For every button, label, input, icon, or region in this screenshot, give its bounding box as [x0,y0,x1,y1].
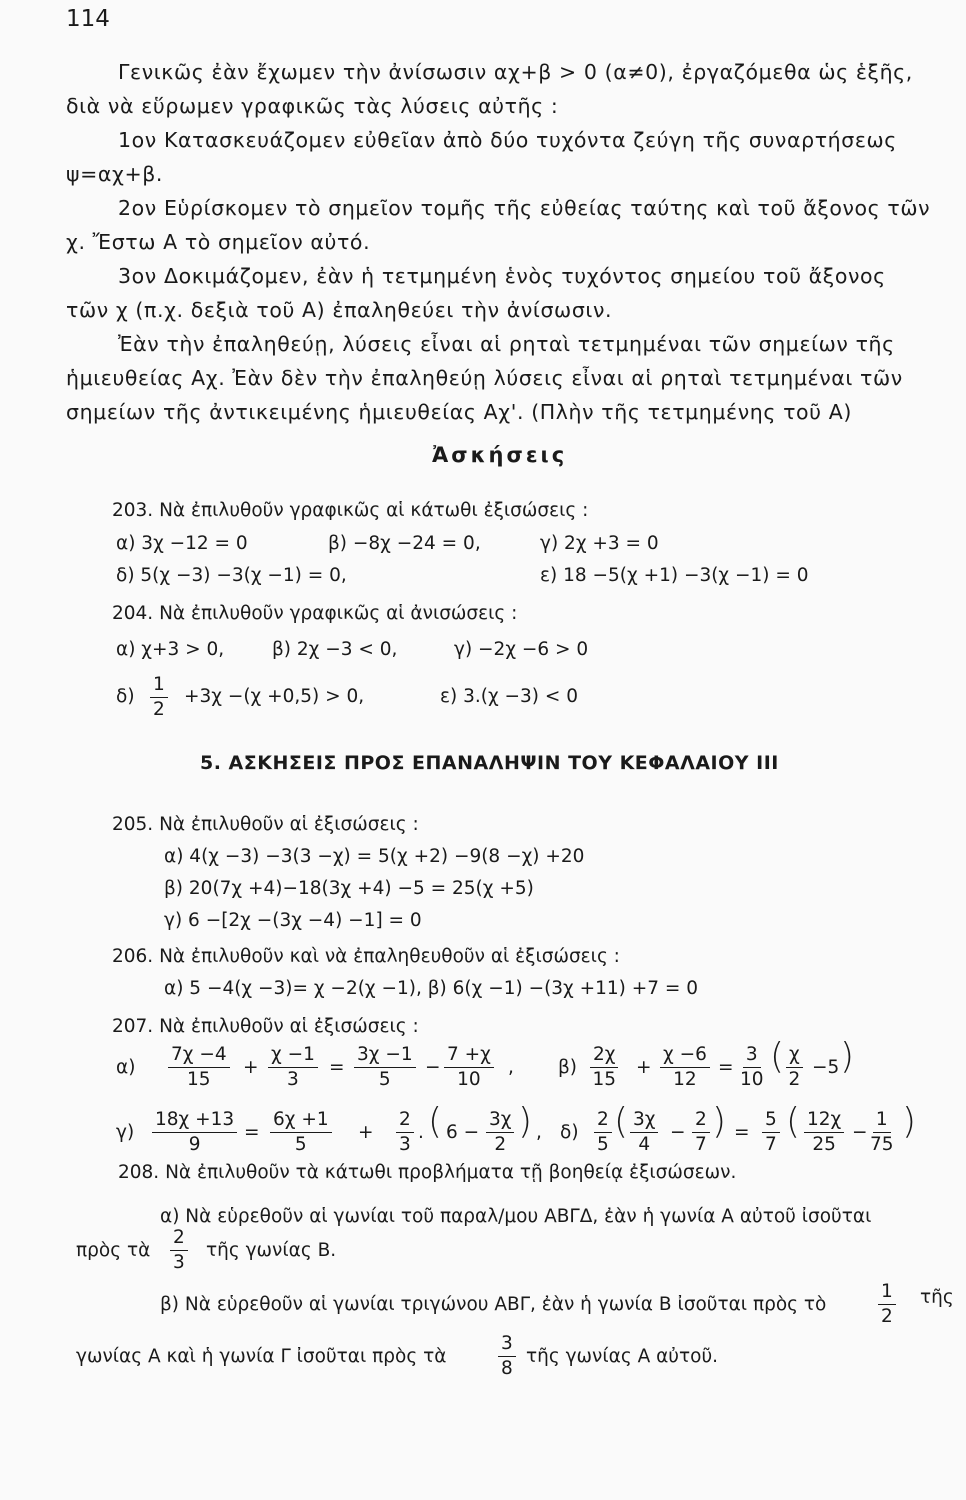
numerator: χ −1 [268,1044,318,1068]
exercise-207-b-frac-1 [590,1044,618,1091]
denominator: 12 [673,1069,697,1090]
exercise-207-c-six: 6 − [446,1122,480,1143]
exercise-205-label: 205. Νὰ ἐπιλυθοῦν αἱ ἐξισώσεις : [112,814,419,835]
exercise-207-d-frac-5 [804,1109,844,1156]
exercise-207-c-label: γ) [116,1122,135,1143]
denominator: 5 [597,1134,609,1155]
exercise-207-c-frac-3 [396,1109,414,1156]
denominator: 4 [638,1134,651,1155]
numerator: 1 [878,1281,896,1305]
intro-line-10: ἡμιευθείας Αχ. Ἐὰν δὲν τὴν ἐπαληθεύῃ λύσεις εἶναι αἱ ρηταὶ τετμημέναι τῶν [66,366,903,390]
exercises-title: Ἀσκήσεις [432,443,568,467]
denominator: 7 [695,1134,707,1155]
exercise-208-b-line2-prefix: γωνίας Α καὶ ἡ γωνία Γ ἰσοῦται πρὸς τὰ [76,1346,447,1367]
denominator: 15 [592,1069,616,1090]
equals-sign: = [718,1057,734,1078]
intro-line-6: χ. Ἔστω Α τὸ σημεῖον αὐτό. [66,230,371,254]
exercise-208-a-prefix: πρὸς τὰ [76,1240,151,1261]
numerator: 1 [150,674,168,698]
minus-sign: − [425,1057,441,1078]
comma: , [508,1057,514,1078]
numerator: 2 [594,1109,612,1133]
left-paren: ( [786,1101,801,1142]
intro-line-2: διὰ νὰ εὕρωμεν γραφικῶς τὰς λύσεις αὐτῆς : [66,94,559,118]
exercise-208-a-fraction [170,1227,188,1274]
exercise-203-a: α) 3χ −12 = 0 [116,533,248,554]
denominator: 3 [173,1252,185,1273]
exercise-206-label: 206. Νὰ ἐπιλυθοῦν καὶ νὰ ἐπαληθευθοῦν αἱ ἐξισώσεις : [112,946,620,967]
left-paren: ( [614,1101,629,1142]
numerator: 18χ +13 [152,1109,237,1133]
denominator: 9 [188,1134,201,1155]
numerator: 3χ [486,1109,514,1133]
numerator: 2 [692,1109,710,1133]
exercise-205-b: β) 20(7χ +4)−18(3χ +4) −5 = 25(χ +5) [164,878,534,899]
numerator: 3 [498,1333,516,1357]
exercise-207-a-frac-1 [168,1044,230,1091]
exercise-207-c-frac-4 [486,1109,514,1156]
exercise-207-b-frac-3 [740,1044,764,1091]
dot: . [418,1122,424,1143]
exercise-207-b-frac-2 [660,1044,710,1091]
exercise-208-a-line1: α) Νὰ εὑρεθοῦν αἱ γωνίαι τοῦ παραλ/μου ΑΒΓΔ, ἐὰν ἡ γωνία Α αὐτοῦ ἰσοῦται [160,1206,872,1227]
denominator: 25 [812,1134,836,1155]
denominator: 5 [378,1069,391,1090]
exercise-204-a: α) χ+3 > 0, [116,639,225,660]
numerator: 2 [170,1227,188,1251]
exercise-207-a-frac-2 [268,1044,318,1091]
exercise-207-c-frac-2 [270,1109,332,1156]
exercise-204-d-label: δ) [116,686,135,707]
numerator: 1 [873,1109,891,1133]
exercise-204-d-rest: +3χ −(χ +0,5) > 0, [184,686,365,707]
intro-line-11: σημείων τῆς ἀντικειμένης ἡμιευθείας Αχ'. (Πλὴν τῆς τετμημένης τοῦ Α) [66,400,852,424]
exercise-208-b-fraction-1 [878,1281,896,1328]
numerator: 5 [762,1109,780,1133]
denominator: 2 [494,1134,507,1155]
numerator: 12χ [804,1109,844,1133]
exercise-207-d-frac-1 [594,1109,612,1156]
right-paren: ) [902,1101,917,1142]
right-paren: ) [840,1036,855,1077]
right-paren: ) [518,1101,533,1142]
exercise-203-e: ε) 18 −5(χ +1) −3(χ −1) = 0 [540,565,809,586]
intro-line-8: τῶν χ (π.χ. δεξιὰ τοῦ Α) ἐπαληθεύει τὴν ἀνίσωσιν. [66,298,613,322]
denominator: 75 [870,1134,894,1155]
exercise-203-label: 203. Νὰ ἐπιλυθοῦν γραφικῶς αἱ κάτωθι ἐξισώσεις : [112,500,589,521]
exercise-203-b: β) −8χ −24 = 0, [328,533,481,554]
right-paren: ) [712,1101,727,1142]
section-heading: 5. ΑΣΚΗΣΕΙΣ ΠΡΟΣ ΕΠΑΝΑΛΗΨΙΝ ΤΟΥ ΚΕΦΑΛΑΙΟΥ III [200,752,779,774]
left-paren: ( [428,1101,443,1142]
exercise-208-b-line1: β) Νὰ εὑρεθοῦν αἱ γωνίαι τριγώνου ΑΒΓ, ἐὰν ἡ γωνία Β ἰσοῦται πρὸς τὸ [160,1294,827,1315]
numerator: 2χ [590,1044,618,1068]
denominator: 2 [788,1069,801,1090]
denominator: 2 [153,699,165,720]
plus-sign: + [636,1057,652,1078]
exercise-204-e: ε) 3.(χ −3) < 0 [440,686,579,707]
numerator: 3 [743,1044,761,1068]
numerator: χ −6 [660,1044,710,1068]
exercise-203-c: γ) 2χ +3 = 0 [540,533,659,554]
exercise-207-d-frac-3 [692,1109,710,1156]
exercise-204-b: β) 2χ −3 < 0, [272,639,398,660]
intro-line-1: Γενικῶς ἐὰν ἔχωμεν τὴν ἀνίσωσιν αχ+β > 0 (α≠0), ἐργαζόμεθα ὡς ἑξῆς, [118,60,913,84]
exercise-207-d-frac-2 [630,1109,658,1156]
equals-sign: = [329,1057,345,1078]
exercise-204-label: 204. Νὰ ἐπιλυθοῦν γραφικῶς αἱ ἀνισώσεις : [112,603,518,624]
exercise-205-c: γ) 6 −[2χ −(3χ −4) −1] = 0 [164,910,422,931]
comma: , [536,1122,542,1143]
exercise-207-a-frac-3 [354,1044,416,1091]
plus-sign: + [243,1057,259,1078]
exercise-208-b-end: τῆς [920,1287,954,1308]
minus-sign: − [670,1122,686,1143]
exercise-208-b-fraction-2 [498,1333,516,1380]
exercise-206-a: α) 5 −4(χ −3)= χ −2(χ −1), β) 6(χ −1) −(3χ +11) +7 = 0 [164,978,699,999]
plus-sign: + [358,1122,374,1143]
numerator: 2 [396,1109,414,1133]
left-paren: ( [770,1036,785,1077]
numerator: 7 +χ [444,1044,494,1068]
denominator: 3 [287,1069,299,1090]
equals-sign: = [734,1122,750,1143]
intro-line-7: 3ον Δοκιμάζομεν, ἐὰν ἡ τετμημένη ἑνὸς τυχόντος σημείου τοῦ ἄξονος [118,264,886,288]
page-number: 114 [66,6,110,32]
exercise-204-c: γ) −2χ −6 > 0 [454,639,589,660]
numerator: 3χ −1 [354,1044,416,1068]
exercise-207-d-frac-6 [870,1109,894,1156]
exercise-203-d: δ) 5(χ −3) −3(χ −1) = 0, [116,565,347,586]
exercise-207-c-frac-1 [152,1109,237,1156]
exercise-207-label: 207. Νὰ ἐπιλυθοῦν αἱ ἐξισώσεις : [112,1016,419,1037]
numerator: 3χ [630,1109,658,1133]
minus-sign: − [852,1122,868,1143]
intro-line-5: 2ον Εὑρίσκομεν τὸ σημεῖον τομῆς τῆς εὐθείας ταύτης καὶ τοῦ ἄξονος τῶν [118,196,931,220]
exercise-208-a-suffix: τῆς γωνίας Β. [206,1240,337,1261]
exercise-207-a-frac-4 [444,1044,494,1091]
exercise-207-a-label: α) [116,1057,136,1078]
numerator: 6χ +1 [270,1109,332,1133]
equals-sign: = [244,1122,260,1143]
exercise-204-d-fraction [150,674,168,721]
denominator: 7 [765,1134,777,1155]
numerator: χ [786,1044,803,1068]
denominator: 3 [399,1134,411,1155]
denominator: 5 [294,1134,307,1155]
numerator: 7χ −4 [168,1044,230,1068]
denominator: 10 [740,1069,764,1090]
denominator: 15 [187,1069,211,1090]
exercise-207-b-rest: −5 [812,1057,840,1078]
exercise-205-a: α) 4(χ −3) −3(3 −χ) = 5(χ +2) −9(8 −χ) +20 [164,846,585,867]
denominator: 10 [457,1069,481,1090]
exercise-207-d-frac-4 [762,1109,780,1156]
exercise-207-b-frac-4 [786,1044,803,1091]
exercise-207-b-label: β) [558,1057,578,1078]
exercise-207-d-label: δ) [560,1122,579,1143]
denominator: 8 [501,1358,513,1379]
exercise-208-label: 208. Νὰ ἐπιλυθοῦν τὰ κάτωθι προβλήματα τῇ βοηθείᾳ ἐξισώσεων. [118,1162,737,1183]
denominator: 2 [881,1306,893,1327]
intro-line-9: Ἐὰν τὴν ἐπαληθεύῃ, λύσεις εἶναι αἱ ρηταὶ τετμημέναι τῶν σημείων τῆς [118,332,895,356]
exercise-208-b-line2-suffix: τῆς γωνίας Α αὐτοῦ. [526,1346,719,1367]
intro-line-4: ψ=αχ+β. [66,162,164,186]
intro-line-3: 1ον Κατασκευάζομεν εὐθεῖαν ἀπὸ δύο τυχόντα ζεύγη τῆς συναρτήσεως [118,128,897,152]
